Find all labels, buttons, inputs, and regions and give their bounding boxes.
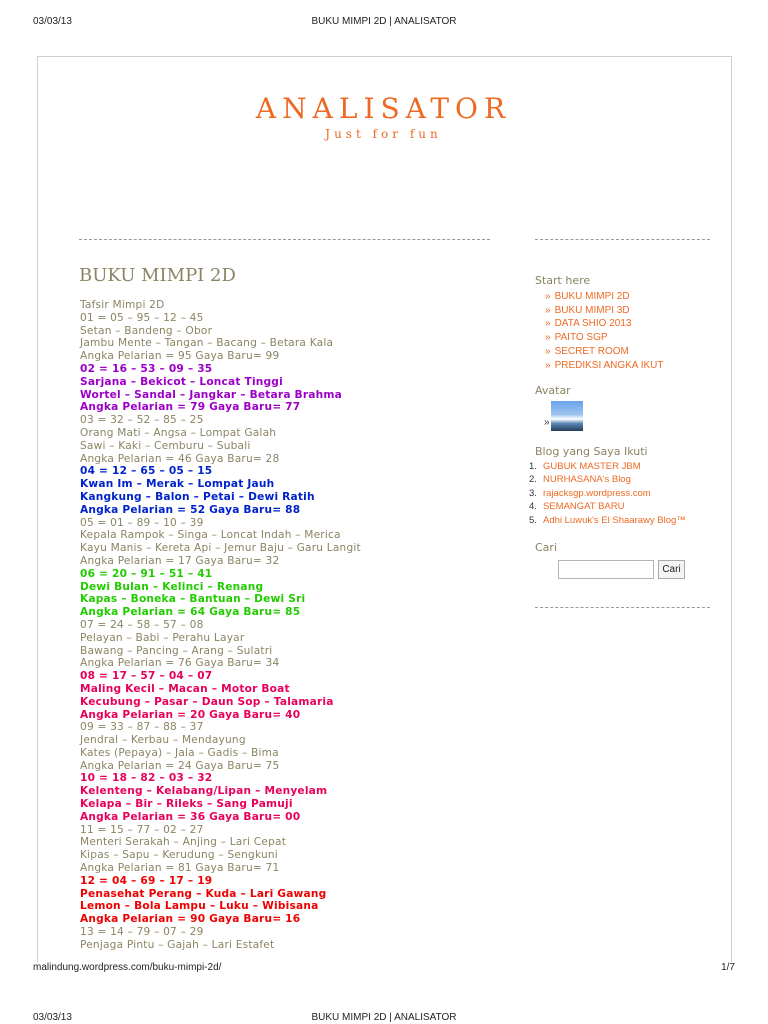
- search-input[interactable]: [558, 560, 654, 579]
- post-line: Kelenteng – Kelabang/Lipan – Menyelam: [80, 785, 328, 798]
- post-line: Kipas – Sapu – Kerudung – Sengkuni: [80, 849, 278, 862]
- post-line: Kecubung – Pasar – Daun Sop – Talamaria: [80, 695, 334, 708]
- sidebar-divider-bottom: [535, 607, 710, 608]
- start-here-list: [535, 290, 715, 372]
- print-footer: [33, 962, 735, 976]
- post-line: 09 = 33 – 87 – 88 – 37: [80, 721, 204, 734]
- blogs-list: [529, 460, 715, 527]
- start-here-link-label: BUKU MIMPI 3D: [554, 304, 630, 316]
- blog-link[interactable]: [529, 460, 715, 473]
- post-line: Jendral – Kerbau – Mendayung: [80, 734, 246, 747]
- post-line: 06 = 20 – 91 – 51 – 41: [80, 567, 213, 580]
- blog-link-label: SEMANGAT BARU: [543, 501, 625, 513]
- post-line: Angka Pelarian = 24 Gaya Baru= 75: [80, 759, 280, 772]
- post-line: Angka Pelarian = 76 Gaya Baru= 34: [80, 657, 280, 670]
- post-line: Wortel – Sandal – Jangkar – Betara Brahma: [80, 388, 342, 401]
- arrow-icon: »: [545, 359, 551, 371]
- post-line: Angka Pelarian = 90 Gaya Baru= 16: [80, 913, 301, 926]
- widget-search: [535, 541, 715, 554]
- print-date-next: 03/03/13: [33, 1012, 72, 1023]
- post-line: 12 = 04 – 69 – 17 – 19: [80, 874, 213, 887]
- post-line: Angka Pelarian = 52 Gaya Baru= 88: [80, 503, 301, 516]
- post-line: 13 = 14 – 79 – 07 – 29: [80, 926, 204, 939]
- post-line: Pelayan – Babi – Perahu Layar: [80, 631, 245, 644]
- post-line: Kangkung – Balon – Petai – Dewi Ratih: [80, 490, 315, 503]
- post-line: Jambu Mente – Tangan – Bacang – Betara Kala: [80, 337, 334, 350]
- arrow-icon: »: [545, 318, 551, 330]
- post-body: [80, 299, 500, 952]
- start-here-link-label: PAITO SGP: [554, 332, 608, 344]
- site-title[interactable]: ANALISATOR: [255, 92, 512, 125]
- post-line: 07 = 24 – 58 – 57 – 08: [80, 618, 204, 631]
- post-line: Angka Pelarian = 17 Gaya Baru= 32: [80, 554, 280, 567]
- blog-link-label: Adhi Luwuk's El Shaarawy Blog™: [543, 514, 686, 526]
- post-line: Bawang – Pancing – Arang – Sulatri: [80, 644, 273, 657]
- start-here-link[interactable]: [535, 290, 715, 304]
- post-title[interactable]: BUKU MIMPI 2D: [79, 265, 236, 286]
- post-line: Angka Pelarian = 95 Gaya Baru= 99: [80, 350, 280, 363]
- print-title-next: BUKU MIMPI 2D | ANALISATOR: [311, 1012, 457, 1023]
- blog-link-label: rajacksgp.wordpress.com: [543, 487, 651, 499]
- arrow-icon: »: [545, 291, 551, 302]
- post-line: Angka Pelarian = 20 Gaya Baru= 40: [80, 708, 301, 721]
- post-line: Kepala Rampok – Singa – Loncat Indah – Merica: [80, 529, 341, 542]
- post-line: Sarjana – Bekicot – Loncat Tinggi: [80, 375, 283, 388]
- start-here-link[interactable]: [535, 359, 715, 373]
- post-line: 08 = 17 – 57 – 04 – 07: [80, 670, 213, 683]
- start-here-link[interactable]: [535, 304, 715, 318]
- start-here-link-label: SECRET ROOM: [554, 345, 629, 357]
- post-line: Angka Pelarian = 79 Gaya Baru= 77: [80, 401, 301, 414]
- post-line: Kelapa – Bir – Rileks – Sang Pamuji: [80, 798, 293, 811]
- blog-number: 3.: [529, 487, 537, 499]
- content-divider: [79, 239, 490, 240]
- post-line: Kapas – Boneka – Bantuan – Dewi Sri: [80, 593, 306, 606]
- post-line: 03 = 32 – 52 – 85 – 25: [80, 414, 204, 427]
- post-line: Menteri Serakah – Anjing – Lari Cepat: [80, 836, 287, 849]
- widget-avatar: [535, 384, 715, 397]
- avatar-arrow: »: [544, 417, 550, 428]
- blog-number: 4.: [529, 501, 537, 513]
- post-line: 11 = 15 – 77 – 02 – 27: [80, 823, 204, 836]
- print-url: malindung.wordpress.com/buku-mimpi-2d/: [33, 962, 222, 973]
- blog-link[interactable]: [529, 473, 715, 486]
- widget-title-avatar: Avatar: [535, 384, 571, 397]
- blog-link[interactable]: [529, 514, 715, 527]
- start-here-link[interactable]: [535, 317, 715, 331]
- post-line: 01 = 05 – 95 – 12 – 45: [80, 311, 204, 324]
- post-line: Angka Pelarian = 36 Gaya Baru= 00: [80, 810, 301, 823]
- widget-start-here: [535, 274, 715, 372]
- start-here-link[interactable]: [535, 345, 715, 359]
- blog-link[interactable]: [529, 487, 715, 500]
- start-here-link-label: PREDIKSI ANGKA IKUT: [554, 359, 664, 371]
- print-header: [33, 16, 735, 30]
- widget-title-blogs: Blog yang Saya Ikuti: [535, 445, 648, 458]
- post-line: Setan – Bandeng – Obor: [80, 324, 213, 337]
- post-line: 02 = 16 – 53 – 09 – 35: [80, 362, 213, 375]
- print-page-number: 1/7: [721, 962, 735, 973]
- post-line: Kayu Manis – Kereta Api – Jemur Baju – Garu Langit: [80, 542, 361, 555]
- blog-number: 1.: [529, 461, 537, 472]
- print-header-next-page: [33, 1012, 735, 1024]
- post-line: Sawi – Kaki – Cemburu – Subali: [80, 439, 251, 452]
- post-line: Angka Pelarian = 64 Gaya Baru= 85: [80, 606, 301, 619]
- arrow-icon: »: [545, 345, 551, 357]
- avatar[interactable]: [551, 401, 583, 431]
- post-line: Maling Kecil – Macan – Motor Boat: [80, 682, 290, 695]
- blog-number: 2.: [529, 474, 537, 486]
- blog-number: 5.: [529, 514, 537, 526]
- start-here-link[interactable]: [535, 331, 715, 345]
- post-line: 05 = 01 – 89 – 10 – 39: [80, 516, 204, 529]
- sidebar-divider: [535, 239, 710, 240]
- post-line: Penjaga Pintu – Gajah – Lari Estafet: [80, 938, 275, 951]
- widget-title-search: Cari: [535, 541, 557, 554]
- blog-link-label: NURHASANA's Blog: [543, 474, 631, 486]
- post-line: Orang Mati – Angsa – Lompat Galah: [80, 426, 277, 439]
- start-here-link-label: BUKU MIMPI 2D: [554, 291, 630, 302]
- search-button[interactable]: Cari: [658, 560, 685, 579]
- post-line: 04 = 12 – 65 – 05 – 15: [80, 465, 213, 478]
- arrow-icon: »: [545, 332, 551, 344]
- post-line: Tafsir Mimpi 2D: [80, 299, 165, 311]
- post-line: Dewi Bulan – Kelinci – Renang: [80, 580, 264, 593]
- blog-link-label: GUBUK MASTER JBM: [543, 461, 641, 472]
- print-date: 03/03/13: [33, 16, 72, 27]
- start-here-link-label: DATA SHIO 2013: [554, 318, 632, 330]
- post-line: Angka Pelarian = 46 Gaya Baru= 28: [80, 452, 280, 465]
- post-line: Kwan Im – Merak – Lompat Jauh: [80, 478, 275, 491]
- widget-blogs: [529, 445, 715, 527]
- post-line: Angka Pelarian = 81 Gaya Baru= 71: [80, 862, 280, 875]
- post-line: Lemon – Bola Lampu – Luku – Wibisana: [80, 900, 319, 913]
- post-line: Kates (Pepaya) – Jala – Gadis – Bima: [80, 746, 279, 759]
- widget-title-start-here: Start here: [535, 274, 591, 287]
- blog-link[interactable]: [529, 500, 715, 513]
- arrow-icon: »: [545, 304, 551, 316]
- site-tagline: Just for fun: [325, 127, 442, 141]
- post-line: 10 = 18 – 82 – 03 – 32: [80, 772, 213, 785]
- print-title: BUKU MIMPI 2D | ANALISATOR: [311, 16, 457, 27]
- post-line: Penasehat Perang – Kuda – Lari Gawang: [80, 887, 327, 900]
